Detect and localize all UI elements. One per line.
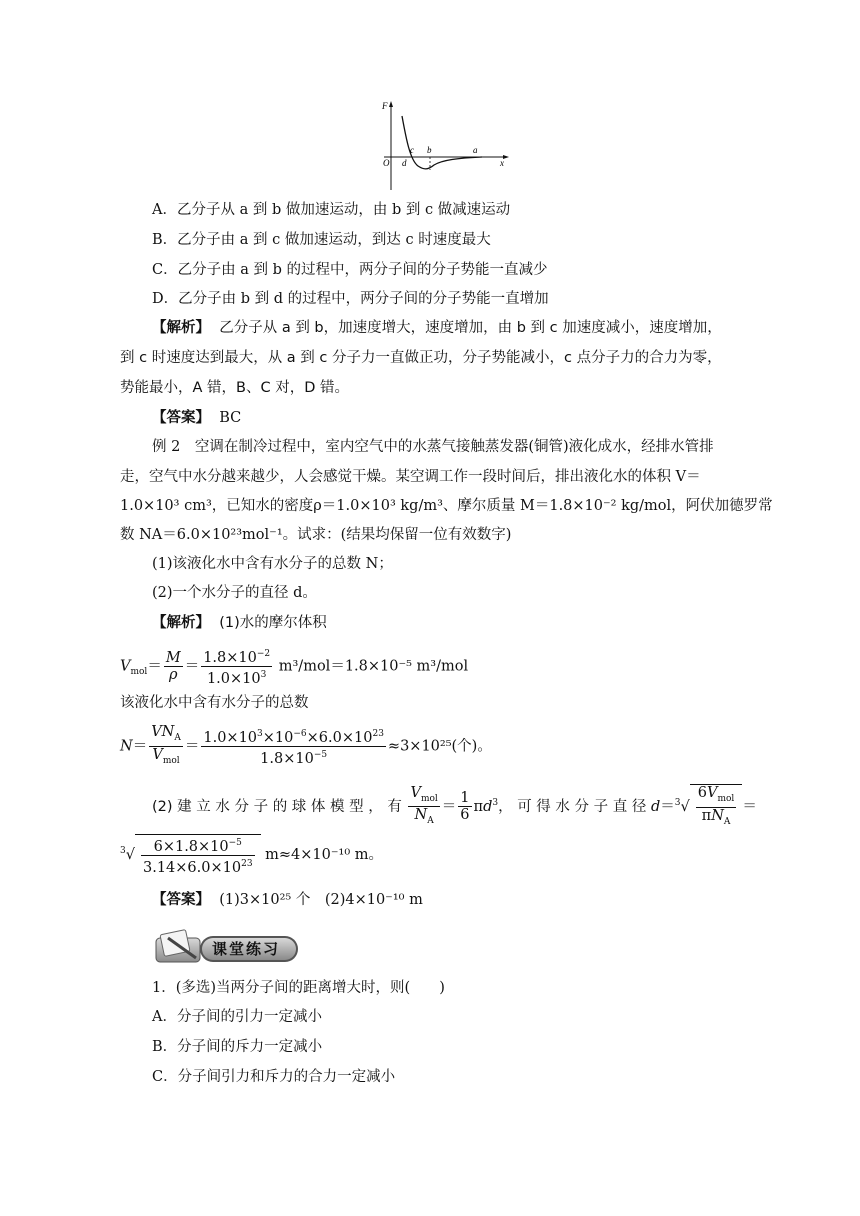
example2-line4: 数 NA＝6.0×10²³mol⁻¹。试求：(结果均保留一位有效数字)	[120, 527, 512, 543]
example2-line2: 走，空气中水分越来越少，人会感觉干燥。某空调工作一段时间后，排出液化水的体积 V＝	[120, 469, 701, 485]
point-a-label: a	[473, 145, 478, 155]
n-equation: N＝ $\frac{VN_A}{V_{mol}}$ ＝ $\frac{1.0\times 10^3\times 10^{-6}\times 6.0\times 10^{23}}{1.8\times 10^{-5}}$ ≈3×10²⁵(个)。	[120, 724, 492, 767]
practice-option-c: C．分子间引力和斥力的合力一定减小	[152, 1069, 396, 1085]
axis-y-label: F	[382, 101, 388, 111]
n-result: ≈3×10²⁵(个)。	[387, 738, 492, 755]
section-title: 课堂练习	[212, 940, 281, 958]
option-d: D．乙分子由 b 到 d 的过程中，两分子间的分子势能一直增加	[152, 291, 549, 307]
analysis1-text1: 乙分子从 a 到 b，加速度增大，速度增加，由 b 到 c 加速度减小，速度增加，	[219, 320, 722, 336]
example2-line1: 例 2 空调在制冷过程中，室内空气中的水蒸气接触蒸发器(铜管)液化成水，经排水管排	[152, 439, 714, 455]
answer2-value: (1)3×10²⁵ 个 (2)4×10⁻¹⁰ m	[219, 892, 423, 908]
analysis1-label: 【解析】	[152, 319, 210, 336]
answer1-label: 【答案】	[152, 409, 210, 426]
example2-question1: (1)该液化水中含有水分子的总数 N；	[152, 556, 393, 572]
point-b-label: b	[427, 145, 432, 155]
analysis2-step3a: (2) 建 立 水 分 子 的 球 体 模 型 ， 有	[152, 798, 402, 815]
analysis2-step1: (1)水的摩尔体积	[219, 615, 327, 631]
answer2-label: 【答案】	[152, 891, 210, 908]
analysis2-step3b: ， 可 得 水 分 子 直 径	[498, 798, 647, 815]
axis-x-label: x	[500, 158, 504, 168]
option-a: A．乙分子从 a 到 b 做加速运动，由 b 到 c 做减速运动	[152, 202, 511, 218]
practice-question1: 1．(多选)当两分子间的距离增大时，则( )	[152, 980, 445, 996]
example2-question2: (2)一个水分子的直径 d。	[152, 585, 317, 601]
point-c-label: c	[410, 145, 414, 155]
option-c: C．乙分子由 a 到 b 的过程中，两分子间的分子势能一直减少	[152, 262, 548, 278]
vmol-equation: $V_{mol}=$ $\frac{M}{\rho}$ ＝ $\frac{1.8\times 10^{-2}}{1.0\times 10^3}$ m³/mol＝1.8×10⁻⁵ m³/mol	[120, 646, 468, 687]
example2-line3: 1.0×10³ cm³，已知水的密度ρ＝1.0×10³ kg/m³、摩尔质量 M＝1.8×10⁻² kg/mol，阿伏加德罗常	[120, 498, 773, 514]
diameter-model-line: (2) 建 立 水 分 子 的 球 体 模 型 ， 有 $\frac{V_{mol}}{N_A}$ ＝ $\frac{1}{6}$ $\pi d^3$， 可 得 水 分 子 直 径 d＝$^3$√ $\frac{6V_{mol}}{\pi N_A}$ ＝	[152, 784, 757, 830]
force-distance-graph	[378, 98, 510, 194]
analysis1-line2: 到 c 时速度达到最大，从 a 到 c 分子力一直做正功，分子势能减小，c 点分子力的合力为零，	[120, 350, 722, 366]
vmol-result: m³/mol＝1.8×10⁻⁵ m³/mol	[278, 658, 469, 675]
diameter-value-line: $^3$√ $\frac{6\times 1.8\times 10^{-5}}{3.14\times 6.0\times 10^{23}}$ m≈4×10⁻¹⁰ m。	[120, 834, 383, 876]
option-b: B．乙分子由 a 到 c 做加速运动，到达 c 时速度最大	[152, 232, 491, 248]
analysis2-step2: 该液化水中含有水分子的总数	[120, 695, 309, 711]
section-badge	[154, 928, 300, 966]
analysis2-line1	[152, 613, 327, 633]
practice-option-a: A．分子间的引力一定减小	[152, 1009, 322, 1025]
analysis1-line1	[152, 318, 722, 338]
analysis1-line3: 势能最小，A 错，B、C 对，D 错。	[120, 380, 349, 396]
practice-option-b: B．分子间的斥力一定减小	[152, 1039, 323, 1055]
point-d-label: d	[402, 158, 407, 168]
answer1	[152, 408, 241, 428]
d-result: m≈4×10⁻¹⁰ m。	[265, 846, 384, 863]
answer2	[152, 890, 423, 910]
origin-label: O	[383, 158, 390, 168]
analysis2-label: 【解析】	[152, 614, 210, 631]
answer1-value: BC	[219, 410, 242, 426]
